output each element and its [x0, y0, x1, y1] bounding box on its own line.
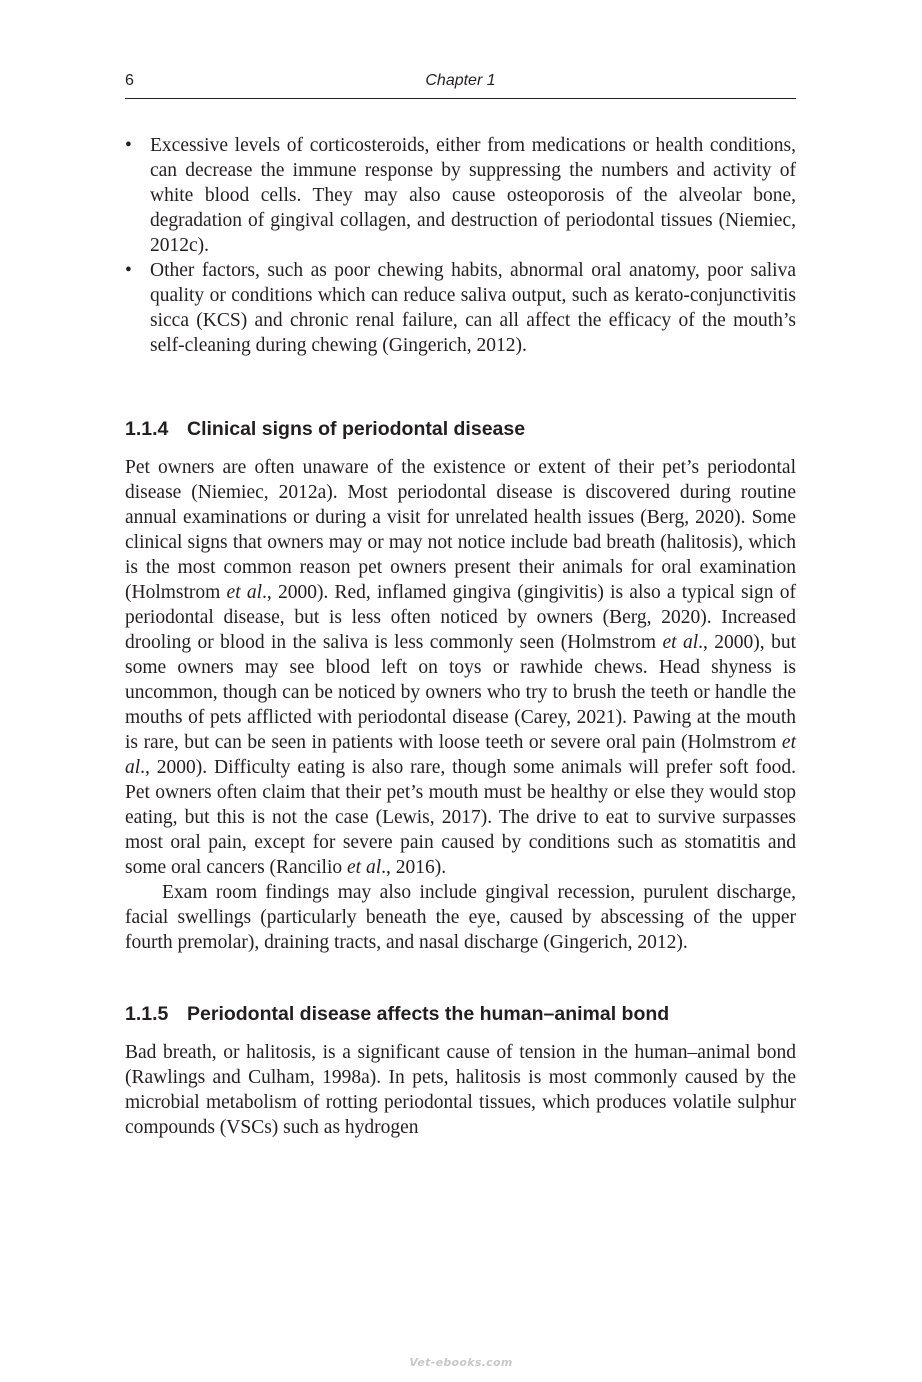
bullet-item	[125, 258, 796, 358]
section-heading-1-1-5	[125, 1002, 796, 1027]
text-run: Pet owners are often unaware of the existence or extent of their pet’s periodontal disease (Niemiec, 2012a). Most periodontal disease is discovered during routine annual examinations or during a visit for unrelated health issues (Berg, 2020). Some clinical signs that owners may or may not notice include bad breath (halitosis), which is the most common reason pet owners present their animals for oral examination (Holmstrom	[125, 457, 796, 603]
italic-run: et al	[662, 632, 699, 653]
page-number: 6	[125, 72, 134, 89]
bullet-item	[125, 133, 796, 258]
paragraph: Exam room findings may also include gingival recession, purulent discharge, facial swellings (particularly beneath the eye, caused by abscessing of the upper fourth premolar), draining tracts, and nasal discharge (Gingerich, 2012).	[125, 882, 796, 953]
italic-run: et al	[125, 732, 796, 778]
page-body	[125, 133, 796, 1140]
section-number: 1.1.4	[125, 418, 169, 440]
bullet-text: Excessive levels of corticosteroids, either from medications or health conditions, can decrease the immune response by suppressing the numbers and activity of white blood cells. They may also cause osteoporosis of the alveolar bone, degradation of gingival collagen, and destruction of periodontal tissues (Niemiec, 2012c).	[150, 135, 796, 256]
section-number: 1.1.5	[125, 1003, 169, 1025]
bullet-list	[125, 133, 796, 358]
text-run: ., 2000), but some owners may see blood left on toys or rawhide chews. Head shyness is uncommon, though can be noticed by owners who try to brush the teeth or handle the mouths of pets afflicted with periodontal disease (Carey, 2021). Pawing at the mouth is rare, but can be seen in patients with loose teeth or severe oral pain (Holmstrom	[125, 632, 796, 753]
paragraph: Bad breath, or halitosis, is a significant cause of tension in the human–animal bond (Rawlings and Culham, 1998a). In pets, halitosis is most commonly caused by the microbial metabolism of rotting periodontal tissues, which produces volatile sulphur compounds (VSCs) such as hydrogen	[125, 1042, 796, 1138]
running-head: Chapter 1	[425, 72, 496, 89]
italic-run: et al	[226, 582, 262, 603]
section-heading-1-1-4	[125, 417, 796, 442]
text-run: ., 2000). Red, inflamed gingiva (gingivitis) is also a typical sign of periodontal disease, but is less often noticed by owners (Berg, 2020). Increased drooling or blood in the saliva is less commonly seen (Holmstrom	[125, 582, 796, 653]
bullet-icon: •	[125, 260, 132, 281]
watermark: Vet-ebooks.com	[409, 1356, 513, 1369]
section-title: Periodontal disease affects the human–animal bond	[187, 1003, 670, 1025]
text-run: ., 2016).	[381, 857, 447, 878]
bullet-icon: •	[125, 135, 132, 156]
paragraph	[125, 455, 796, 880]
page-header	[125, 70, 796, 99]
text-run: ., 2000). Difficulty eating is also rare, though some animals will prefer soft food. Pet owners often claim that their pet’s mouth must be healthy or else they would stop eating, but this is not the case (Lewis, 2017). The drive to eat to survive surpasses most oral pain, except for severe pain caused by conditions such as stomatitis and some oral cancers (Rancilio	[125, 757, 796, 878]
italic-run: et al	[347, 857, 382, 878]
bullet-text: Other factors, such as poor chewing habits, abnormal oral anatomy, poor saliva quality or conditions which can reduce saliva output, such as kerato-conjunctivitis sicca (KCS) and chronic renal failure, can all affect the efficacy of the mouth’s self-cleaning during chewing (Gingerich, 2012).	[150, 260, 796, 356]
section-title: Clinical signs of periodontal disease	[187, 418, 526, 440]
